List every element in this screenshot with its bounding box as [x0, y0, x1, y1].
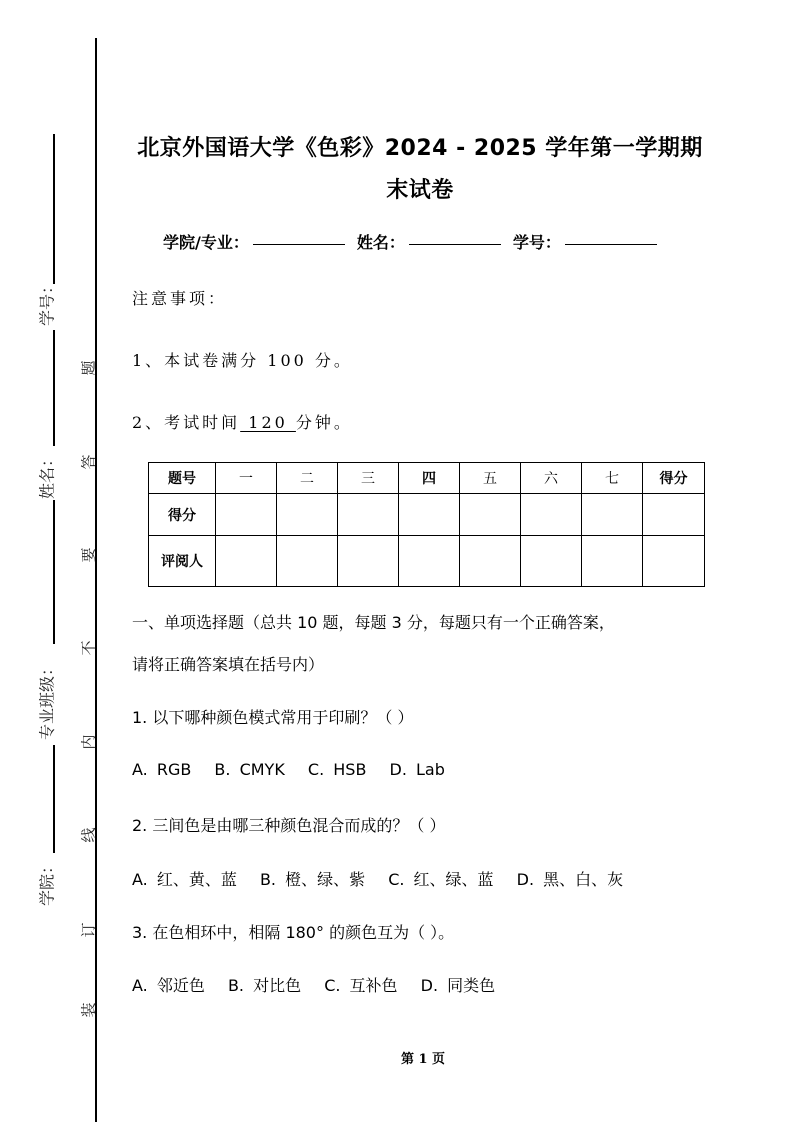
- score-cell[interactable]: [643, 494, 705, 536]
- notes-item-2: [132, 410, 353, 433]
- score-cell[interactable]: [582, 494, 643, 536]
- seal-char: 不: [79, 640, 98, 656]
- reviewer-cell[interactable]: [277, 536, 338, 587]
- question-1-options: [132, 760, 459, 779]
- section-1-heading-line-2: 请将正确答案填在括号内）: [132, 655, 325, 674]
- college-major-label: 学院/专业：: [163, 233, 249, 252]
- exam-duration-value: 120: [240, 413, 296, 432]
- student-id-label: 学号：: [512, 233, 561, 252]
- option-b[interactable]: B. 对比色: [227, 976, 302, 995]
- reviewer-cell[interactable]: [643, 536, 705, 587]
- option-d[interactable]: D. Lab: [389, 760, 445, 779]
- option-a[interactable]: A. 邻近色: [132, 976, 205, 995]
- margin-major-class-label: 专业班级：: [37, 659, 57, 741]
- seal-char: 内: [79, 734, 98, 750]
- reviewer-cell[interactable]: [399, 536, 460, 587]
- score-cell[interactable]: [399, 494, 460, 536]
- score-cell[interactable]: [338, 494, 399, 536]
- notes-item-2-suffix: 分钟。: [295, 413, 353, 432]
- question-3: 3. 在色相环中，相隔 180° 的颜色互为（ ）。: [132, 923, 455, 942]
- student-info-row: [163, 230, 669, 253]
- seal-char: 答: [79, 454, 98, 470]
- title-line-2: 末试卷: [386, 178, 454, 203]
- score-cell[interactable]: [460, 494, 521, 536]
- seal-char: 线: [79, 827, 98, 843]
- seal-char: 要: [79, 547, 98, 563]
- margin-fill-line: [53, 134, 55, 284]
- seal-char: 订: [79, 922, 98, 938]
- exam-title: [120, 128, 720, 212]
- row-label: 得分: [149, 494, 216, 536]
- header-cell: 二: [277, 463, 338, 494]
- reviewer-cell[interactable]: [338, 536, 399, 587]
- score-cell[interactable]: [521, 494, 582, 536]
- question-3-options: [132, 973, 509, 996]
- page-number: 第 1 页: [400, 1052, 446, 1067]
- score-table: [148, 462, 705, 587]
- row-label: 评阅人: [149, 536, 216, 587]
- option-b[interactable]: B. 橙、绿、紫: [259, 870, 366, 889]
- header-cell: 六: [521, 463, 582, 494]
- score-row: [149, 494, 705, 536]
- score-cell[interactable]: [277, 494, 338, 536]
- score-cell[interactable]: [216, 494, 277, 536]
- option-a[interactable]: A. 红、黄、蓝: [132, 870, 237, 889]
- name-field[interactable]: [409, 230, 501, 245]
- option-b[interactable]: B. CMYK: [214, 760, 285, 779]
- margin-name-label: 姓名：: [37, 450, 57, 500]
- reviewer-cell[interactable]: [521, 536, 582, 587]
- reviewer-cell[interactable]: [216, 536, 277, 587]
- question-2-options: [132, 867, 637, 890]
- header-cell: 四: [399, 463, 460, 494]
- option-c[interactable]: C. 红、绿、蓝: [388, 870, 494, 889]
- notes-heading: 注意事项：: [132, 289, 228, 308]
- question-2: 2. 三间色是由哪三种颜色混合而成的？（ ）: [132, 816, 446, 835]
- margin-student-id-label: 学号：: [37, 277, 57, 327]
- option-a[interactable]: A. RGB: [132, 760, 192, 779]
- margin-fill-line: [53, 500, 55, 644]
- header-cell: 七: [582, 463, 643, 494]
- header-cell: 题号: [149, 463, 216, 494]
- option-c[interactable]: C. 互补色: [324, 976, 398, 995]
- header-cell: 五: [460, 463, 521, 494]
- header-cell: 三: [338, 463, 399, 494]
- header-cell: 得分: [643, 463, 705, 494]
- margin-college-label: 学院：: [37, 857, 57, 907]
- margin-fill-line: [53, 745, 55, 853]
- option-c[interactable]: C. HSB: [307, 760, 367, 779]
- notes-item-2-prefix: 2、考试时间: [132, 413, 241, 432]
- option-d[interactable]: D. 同类色: [420, 976, 496, 995]
- option-d[interactable]: D. 黑、白、灰: [516, 870, 624, 889]
- student-id-field[interactable]: [565, 230, 657, 245]
- binding-rule: [95, 38, 97, 1122]
- score-table-header-row: [149, 463, 705, 494]
- question-1: 1. 以下哪种颜色模式常用于印刷？（ ）: [132, 708, 414, 727]
- title-line-1: 北京外国语大学《色彩》2024 - 2025 学年第一学期期: [137, 136, 703, 161]
- reviewer-cell[interactable]: [582, 536, 643, 587]
- college-major-field[interactable]: [253, 230, 345, 245]
- section-1-heading-line-1: 一、单项选择题（总共 10 题，每题 3 分，每题只有一个正确答案，: [132, 613, 615, 632]
- reviewer-row: [149, 536, 705, 587]
- name-label: 姓名：: [356, 233, 405, 252]
- header-cell: 一: [216, 463, 277, 494]
- notes-item-1: 1、本试卷满分 100 分。: [132, 351, 353, 370]
- seal-char: 题: [79, 360, 98, 376]
- reviewer-cell[interactable]: [460, 536, 521, 587]
- margin-fill-line: [53, 330, 55, 446]
- seal-char: 装: [79, 1002, 98, 1018]
